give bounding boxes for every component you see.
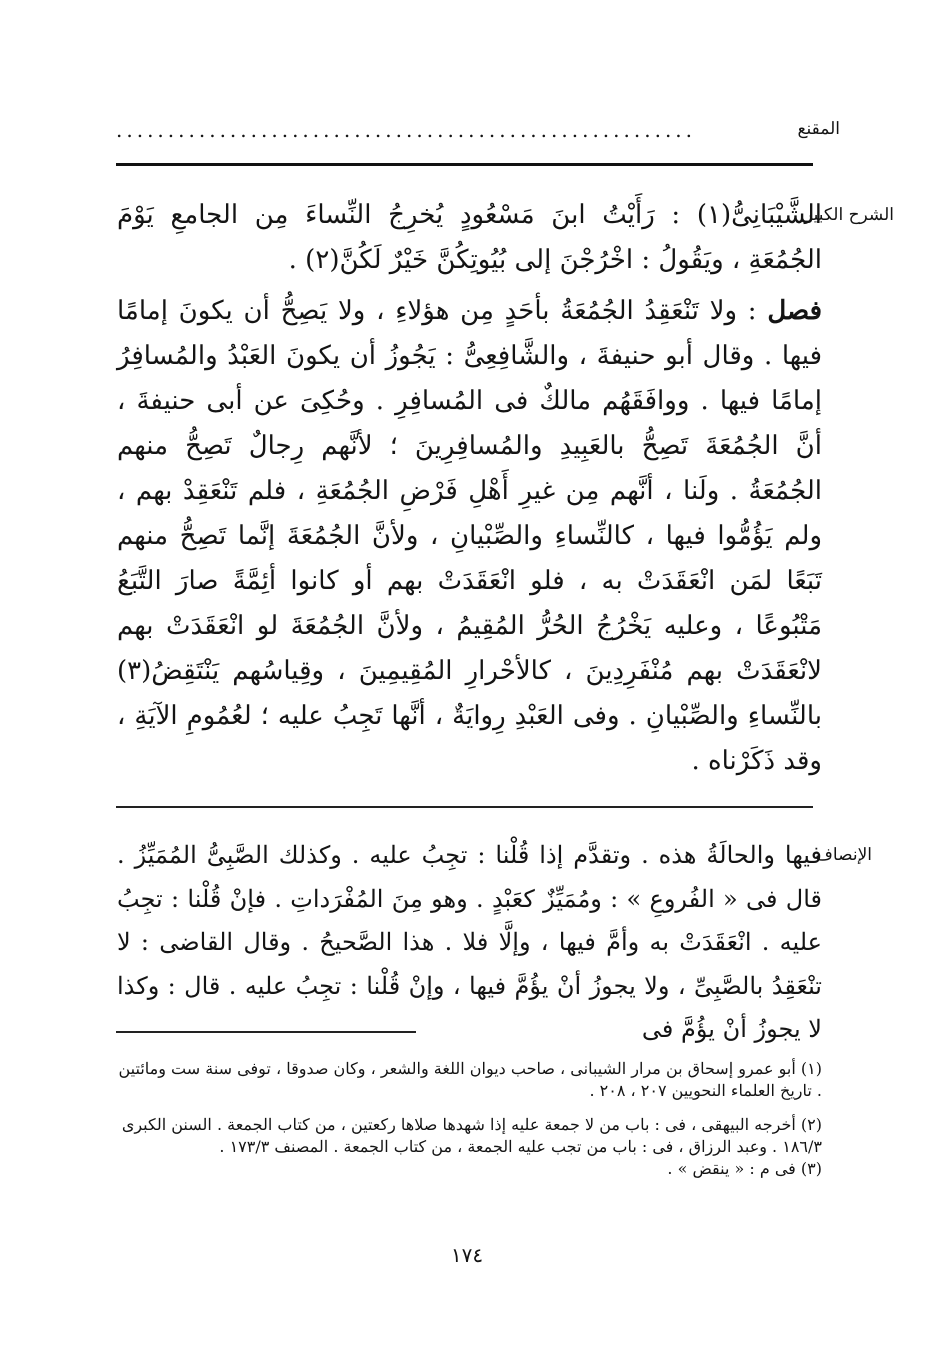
sharh-section-label: الشرح الكبير (804, 205, 894, 225)
running-title: المقنع (797, 119, 840, 139)
section-divider (116, 806, 813, 808)
fasl-heading: فصل (767, 296, 822, 326)
sharh-paragraph-2-text: : ولا تَنْعَقِدُ الجُمُعَةُ بأحَدٍ مِن هؤلاءِ ، ولا يَصِحُّ أن يكونَ إمامًا فيها . وقال أبو حنيفةَ ، والشَّافِعِىُّ : يَجُوزُ أن يكونَ العَبْدُ والمُسافِرُ إمامًا فيها . ووافَقَهُم مالكٌ فى المُسافِرِ . وحُكِىَ عن أبى حنيفةَ ، أنَّ الجُمُعَةَ تَصِحُّ بالعَبِيدِ والمُسافِرِينَ ؛ لأنَّهم رِجالٌ تَصِحُّ منهم الجُمُعَةُ . ولَنا ، أنَّهم مِن غيرِ أَهْلِ فَرْضِ الجُمُعَةِ ، فلم تَنْعَقِدْ بهم ، ولم يَؤُمُّوا فيها ، كالنِّساءِ والصِّبْيانِ ، ولأنَّ الجُمُعَةَ إنَّما تَصِحُّ منهم تَبَعًا لمَن انْعَقَدَتْ به ، فلو انْعَقَدَتْ بهم أو كانوا أئِمَّةً صارَ التَّبَعُ مَتْبُوعًا ، وعليه يَخْرُجُ الحُرُّ المُقِيمُ ، ولأنَّ الجُمُعَةَ لو انْعَقَدَتْ بهم لانْعَقَدَتْ بهم مُنْفَرِدِينَ ، كالأحْرارِ المُقِيمِينَ ، وقِياسُهم يَنْتَقِضُ(٣) بالنِّساءِ والصِّبْيانِ . وفى العَبْدِ رِوايَةٌ ، أنَّها تَجِبُ عليه ؛ لعُمُومِ الآيَةِ ، وقد ذَكَرْناه . (117, 296, 822, 776)
footnote-1: (١) أبو عمرو إسحاق بن مرار الشيبانى ، صاحب ديوان اللغة والشعر ، وكان صدوقا ، توفى سنة ست ومائتين . تاريخ العلماء النحويين ٢٠٧ ، ٢٠٨ . (118, 1059, 822, 1100)
dot-leader: ........................................................ (116, 118, 697, 138)
sharh-paragraph-2 (117, 289, 822, 784)
insaf-section-label: الإنصاف (815, 845, 872, 865)
header-rule (116, 163, 813, 166)
insaf-text: فيها والحالَةُ هذه . وتقدَّم إذا قُلْنا : تجِبُ عليه . وكذلك الصَّبِىُّ المُمَيِّزُ . قال فى « الفُروعِ » : ومُمَيِّزٌ كعَبْدٍ . وهو مِنَ المُفْرَداتِ . فإنْ قُلْنا : تجِبُ عليه . انْعَقَدَتْ به وأمَّ فيها ، وإلَّا فلا . هذا الصَّحيحُ . وقال القاضى : لا تنْعَقِدُ بالصَّبِىِّ ، ولا يجوزُ أنْ يؤُمَّ فيها ، وإنْ قُلْنا : تجِبُ عليه . قال : وكذا لا يجوزُ أنْ يؤُمَّ فى (117, 841, 822, 1043)
sharh-paragraph-1: الشَّيْبَانِىُّ(١) : رَأَيْتُ ابنَ مَسْعُودٍ يُخرِجُ النِّساءَ مِن الجامعِ يَوْمَ الجُمُعَةِ ، ويَقُولُ : اخْرُجْنَ إلى بُيُوتِكُنَّ خَيْرٌ لَكُنَّ(٢) . (117, 200, 822, 275)
page-number: ١٧٤ (450, 1243, 484, 1267)
footnotes (117, 1058, 822, 1192)
footnote-rule (116, 1031, 416, 1033)
footnote-2: (٢) أخرجه البيهقى ، فى : باب من لا جمعة عليه إذا شهدها صلاها ركعتين ، من كتاب الجمعة . السنن الكبرى ١٨٦/٣ . وعبد الرزاق ، فى : باب من تجب عليه الجمعة ، من كتاب الجمعة . المصنف ١٧٣/٣ . (121, 1115, 822, 1156)
footnote-3: (٣) فى م : « ينقض » . (667, 1159, 822, 1178)
sharh-text (117, 193, 822, 784)
